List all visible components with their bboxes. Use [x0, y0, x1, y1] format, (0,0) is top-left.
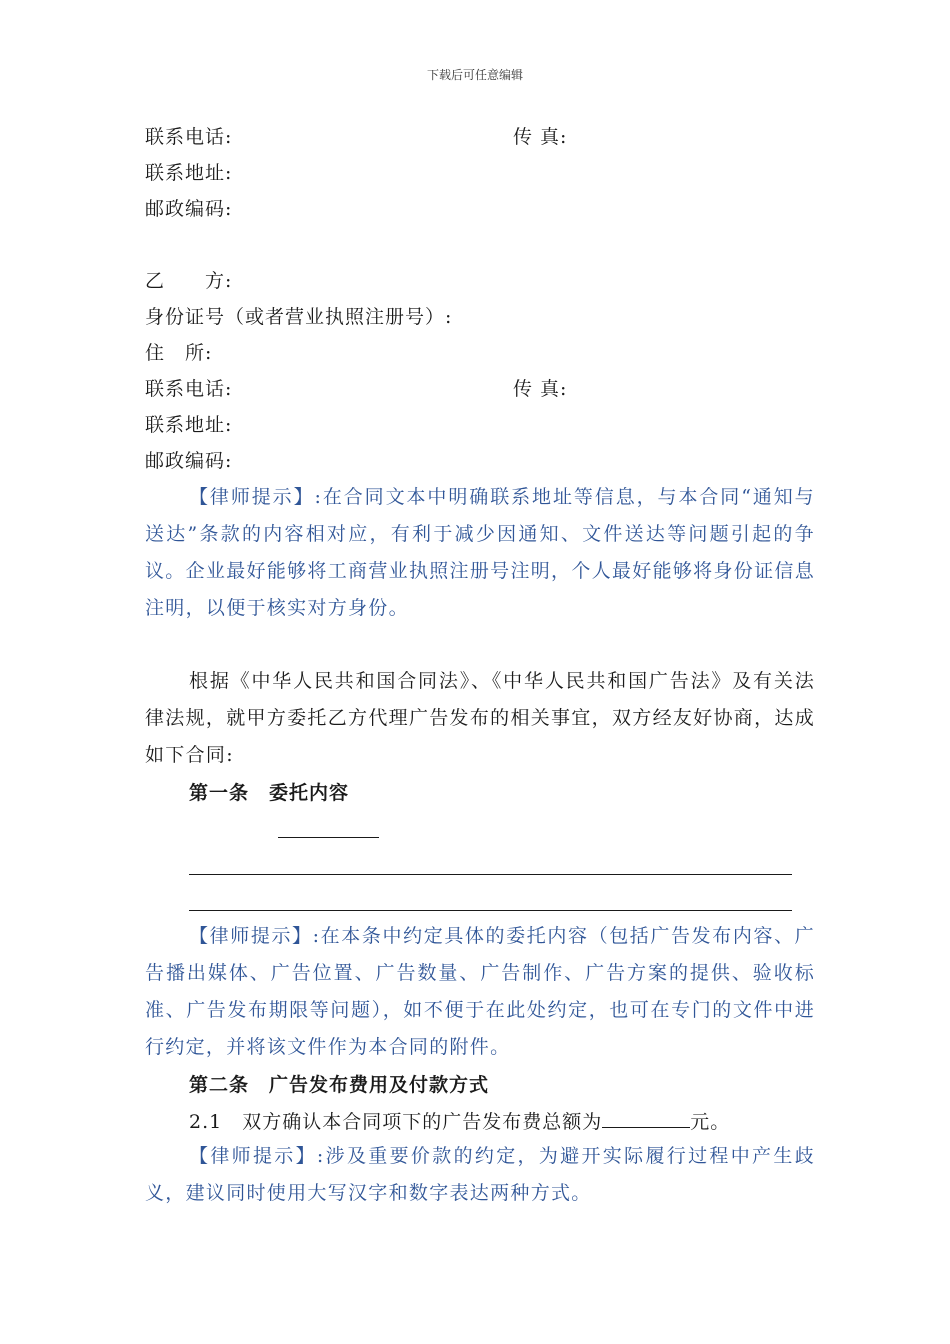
tip-1-label: 【律师提示】:	[189, 486, 323, 508]
clause-2-1	[189, 1109, 730, 1134]
tip-3-label: 【律师提示】:	[189, 1145, 325, 1167]
party-b-postcode-label: 邮政编码:	[145, 450, 233, 472]
article-2-title: 第二条 广告发布费用及付款方式	[189, 1074, 490, 1096]
blank-line-3	[189, 910, 792, 911]
preamble: 根据《中华人民共和国合同法》、《中华人民共和国广告法》及有关法律法规，就甲方委托乙方代理广告发布的相关事宜，双方经友好协商，达成如下合同:	[145, 670, 815, 766]
tip-2-text: 在本条中约定具体的委托内容（包括广告发布内容、广告播出媒体、广告位置、广告数量、广告制作、广告方案的提供、验收标准、广告发布期限等问题），如不便于在此处约定，也可在专门的文件中进行约定，并将该文件作为本合同的附件。	[145, 925, 815, 1058]
party-a-postcode-label: 邮政编码:	[145, 198, 233, 220]
tip-2-label: 【律师提示】:	[189, 925, 321, 947]
clause-2-1-prefix: 2.1 双方确认本合同项下的广告发布费总额为	[189, 1111, 603, 1133]
party-b-fax-label: 传 真:	[513, 378, 568, 400]
party-b-residence-label: 住 所:	[145, 342, 213, 364]
blank-line-1	[278, 837, 379, 838]
tip-3-text: 涉及重要价款的约定，为避开实际履行过程中产生歧义，建议同时使用大写汉字和数字表达两种方式。	[145, 1145, 815, 1204]
party-a-address-label: 联系地址:	[145, 162, 233, 184]
party-a-fax-label: 传 真:	[513, 126, 568, 148]
lawyer-tip-1	[145, 479, 815, 627]
blank-line-2	[189, 874, 792, 875]
party-b-phone-label: 联系电话:	[145, 378, 233, 400]
clause-2-1-suffix: 元。	[690, 1111, 731, 1133]
amount-blank	[602, 1109, 690, 1128]
lawyer-tip-3	[145, 1138, 815, 1212]
lawyer-tip-2	[145, 918, 815, 1066]
party-a-phone-label: 联系电话:	[145, 126, 233, 148]
party-b-title: 乙 方:	[145, 270, 233, 292]
tip-1-text: 在合同文本中明确联系地址等信息，与本合同“通知与送达”条款的内容相对应，有利于减少因通知、文件送达等问题引起的争议。企业最好能够将工商营业执照注册号注明，个人最好能够将身份证信息注明，以便于核实对方身份。	[145, 486, 815, 619]
header-note: 下载后可任意编辑	[426, 68, 523, 82]
party-b-address-label: 联系地址:	[145, 414, 233, 436]
article-1-title: 第一条 委托内容	[189, 782, 350, 804]
party-b-id-label: 身份证号（或者营业执照注册号）:	[145, 306, 453, 328]
